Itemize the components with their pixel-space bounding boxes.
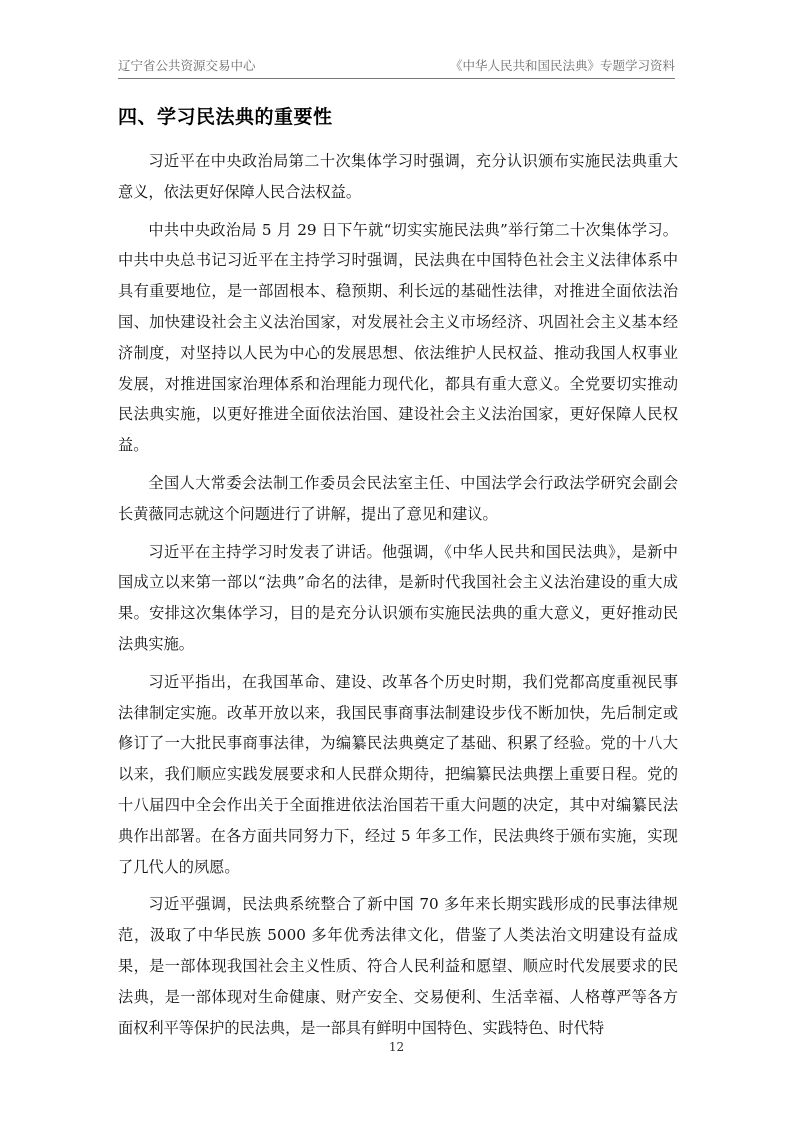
header-organization: 辽宁省公共资源交易中心 [118, 58, 256, 73]
header-document-title: 《中华人民共和国民法典》专题学习资料 [449, 58, 675, 73]
paragraph: 习近平强调，民法典系统整合了新中国 70 多年来长期实践形成的民事法律规范，汲取了中华民族 5000 多年优秀法律文化，借鉴了人类法治文明建设有益成果，是一部体现我国社会主义性质、符合人民利益和愿望、顺应时代发展要求的民法典，是一部体现对生命健康、财产安全、交易便利、生活幸福、人格尊严等各方面权利平等保护的民法典，是一部具有鲜明中国特色、实践特色、时代特 [118, 895, 678, 1037]
paragraph: 习近平在中央政治局第二十次集体学习时强调，充分认识颁布实施民法典重大意义，依法更好保障人民合法权益。 [118, 152, 678, 201]
page-header [118, 52, 675, 79]
paragraph: 中共中央政治局 5 月 29 日下午就“切实实施民法典”举行第二十次集体学习。中共中央总书记习近平在主持学习时强调，民法典在中国特色社会主义法律体系中具有重要地位，是一部固根本、稳预期、利长远的基础性法律，对推进全面依法治国、加快建设社会主义法治国家，对发展社会主义市场经济、巩固社会主义基本经济制度，对坚持以人民为中心的发展思想、依法维护人民权益、推动我国人权事业发展，对推进国家治理体系和治理能力现代化，都具有重大意义。全党要切实推动民法典实施，以更好推进全面依法治国、建设社会主义法治国家，更好保障人民权益。 [118, 220, 678, 455]
page-body [118, 100, 678, 1050]
page-number: 12 [388, 1040, 405, 1054]
paragraph: 习近平在主持学习时发表了讲话。他强调，《中华人民共和国民法典》，是新中国成立以来第一部以“法典”命名的法律，是新时代我国社会主义法治建设的重大成果。安排这次集体学习，目的是充分认识颁布实施民法典的重大意义，更好推动民法典实施。 [118, 542, 678, 653]
paragraph: 习近平指出，在我国革命、建设、改革各个历史时期，我们党都高度重视民事法律制定实施。改革开放以来，我国民事商事法制建设步伐不断加快，先后制定或修订了一大批民事商事法律，为编纂民法典奠定了基础、积累了经验。党的十八大以来，我们顺应实践发展要求和人民群众期待，把编纂民法典摆上重要日程。党的十八届四中全会作出关于全面推进依法治国若干重大问题的决定，其中对编纂民法典作出部署。在各方面共同努力下，经过 5 年多工作，民法典终于颁布实施，实现了几代人的夙愿。 [118, 672, 678, 876]
paragraph: 全国人大常委会法制工作委员会民法室主任、中国法学会行政法学研究会副会长黄薇同志就这个问题进行了讲解，提出了意见和建议。 [118, 473, 678, 523]
section-heading: 四、学习民法典的重要性 [118, 106, 333, 128]
